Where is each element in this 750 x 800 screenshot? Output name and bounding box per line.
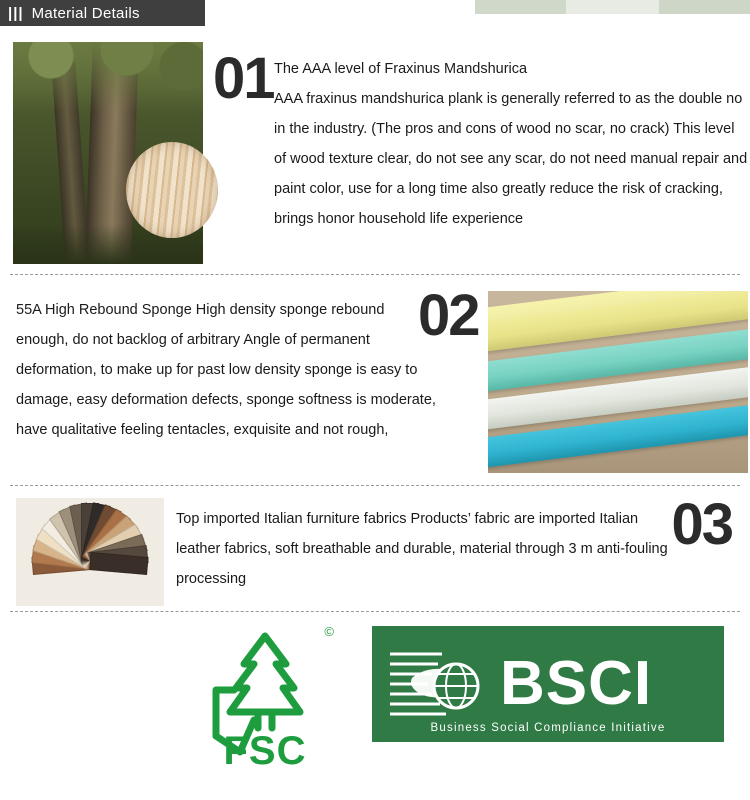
bsci-logo bbox=[372, 626, 724, 742]
bsci-globe-hand-icon bbox=[382, 638, 494, 730]
section-02-text bbox=[16, 295, 436, 445]
page-title: Material Details bbox=[31, 4, 140, 22]
section-number-02: 02 bbox=[418, 283, 479, 348]
header-ticks-icon: ||| bbox=[8, 4, 24, 22]
section-number-01: 01 bbox=[213, 46, 274, 111]
section-material-03 bbox=[0, 486, 750, 611]
ash-plank-grain-photo bbox=[126, 142, 218, 238]
page-header bbox=[0, 0, 750, 26]
section-02-heading: 55A High Rebound Sponge bbox=[16, 302, 192, 318]
section-01-text bbox=[274, 54, 748, 234]
section-material-02 bbox=[0, 275, 750, 485]
section-number-03: 03 bbox=[671, 492, 732, 557]
section-material-01 bbox=[0, 26, 750, 274]
header-swatch-2 bbox=[566, 0, 660, 14]
certification-logos bbox=[0, 612, 750, 794]
section-03-body: Products’ fabric are imported Italian leather fabrics, soft breathable and durable, material through 3 m anti-fouling processing bbox=[176, 511, 668, 587]
header-title-bar bbox=[0, 0, 205, 26]
header-swatch-strip bbox=[475, 0, 750, 14]
header-swatch-1 bbox=[475, 0, 566, 14]
foam-sponge-slabs-photo bbox=[488, 291, 748, 473]
bsci-tagline: Business Social Compliance Initiative bbox=[430, 722, 666, 734]
bsci-wordmark: BSCI bbox=[500, 649, 653, 718]
section-02-body: High density sponge rebound enough, do not backlog of arbitrary Angle of permanent deformation, to make up for past low density sponge is easy to damage, easy deformation defects, sponge softness is moderate, have qualitative feeling tentacles, exquisite and not rough, bbox=[16, 302, 436, 438]
leather-swatch-fan-photo bbox=[16, 498, 164, 606]
bsci-globe-hand-svg bbox=[382, 638, 494, 730]
header-swatch-3 bbox=[659, 0, 750, 14]
fsc-logo bbox=[190, 624, 340, 774]
tree-canopy-shape bbox=[13, 42, 203, 112]
fsc-wordmark: FSC bbox=[223, 729, 307, 773]
section-01-body: AAA fraxinus mandshurica plank is generally referred to as the double no in the industry. (The pros and cons of wood no scar, no crack) This level of wood texture clear, do not see any scar, do not need manual repair and paint color, use for a long time also greatly reduce the risk of cracking, brings honor household life experience bbox=[274, 91, 748, 227]
section-03-heading: Top imported Italian furniture fabrics bbox=[176, 511, 407, 527]
fsc-copyright-mark: © bbox=[324, 624, 334, 639]
section-01-heading: The AAA level of Fraxinus Mandshurica bbox=[274, 61, 528, 77]
section-03-text bbox=[176, 504, 676, 594]
